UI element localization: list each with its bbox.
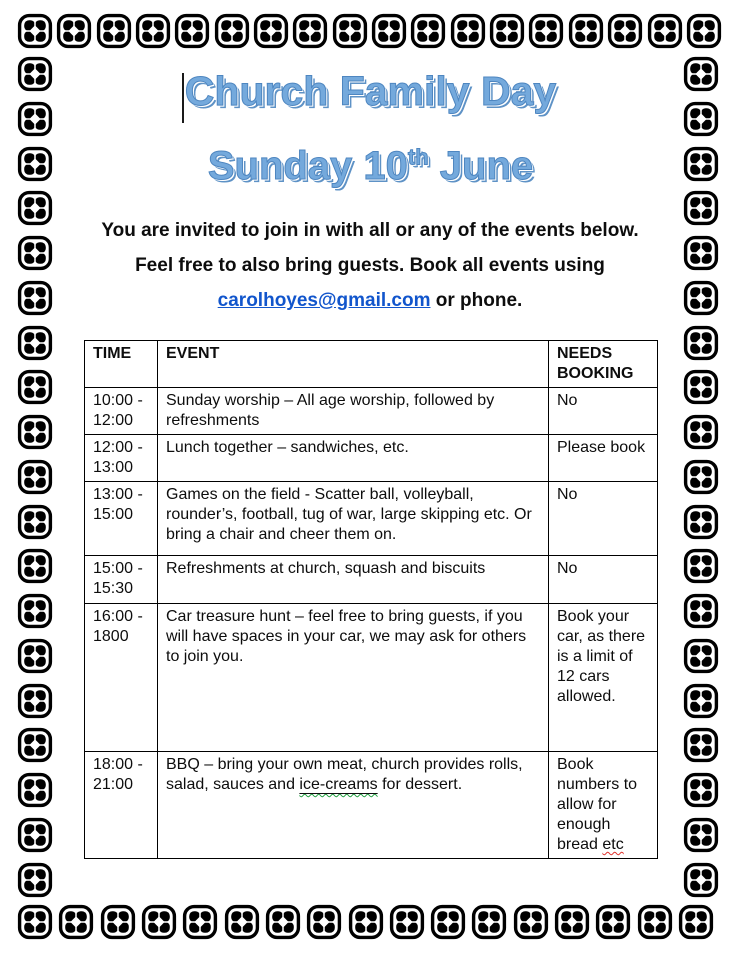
flower-tile-icon [292, 13, 328, 49]
event-cell: Car treasure hunt – feel free to bring guests, if you will have spaces in your car, we may ask for others to join you. [158, 604, 549, 752]
flower-tile-icon [683, 862, 719, 898]
booking-cell: No [549, 556, 658, 604]
flower-tile-icon [58, 904, 94, 940]
grammar-flagged-text: ice-creams [299, 776, 378, 793]
flower-tile-icon [471, 904, 507, 940]
flower-tile-icon [513, 904, 549, 940]
flower-tile-icon [17, 369, 53, 405]
event-cell: Games on the field - Scatter ball, volleyball, rounder’s, football, tug of war, large skipping etc. Or bring a chair and cheer them on. [158, 482, 549, 556]
event-cell: Refreshments at church, squash and biscuits [158, 556, 549, 604]
subtitle-ordinal: th [407, 144, 429, 170]
event-row [85, 556, 658, 604]
column-header-booking: NEEDS BOOKING [549, 341, 658, 388]
flower-tile-icon [17, 727, 53, 763]
decorative-border-left [17, 56, 53, 898]
flower-tile-icon [683, 638, 719, 674]
intro-paragraph [60, 213, 680, 318]
flower-tile-icon [678, 904, 714, 940]
flower-tile-icon [595, 904, 631, 940]
flower-tile-icon [17, 548, 53, 584]
flower-tile-icon [17, 862, 53, 898]
flower-tile-icon [224, 904, 260, 940]
booking-cell: Please book [549, 435, 658, 482]
flower-tile-icon [17, 504, 53, 540]
flower-tile-icon [214, 13, 250, 49]
flower-tile-icon [17, 414, 53, 450]
flower-tile-icon [17, 190, 53, 226]
event-row [85, 604, 658, 752]
flower-tile-icon [607, 13, 643, 49]
time-cell: 10:00 - 12:00 [85, 388, 158, 435]
time-cell: 18:00 - 21:00 [85, 752, 158, 859]
flower-tile-icon [683, 235, 719, 271]
time-cell: 15:00 - 15:30 [85, 556, 158, 604]
flower-tile-icon [17, 683, 53, 719]
subtitle-prefix: Sunday 10 [207, 144, 408, 188]
flower-tile-icon [96, 13, 132, 49]
flower-tile-icon [683, 593, 719, 629]
flower-tile-icon [410, 13, 446, 49]
flower-tile-icon [683, 459, 719, 495]
column-header-event: EVENT [158, 341, 549, 388]
flower-tile-icon [637, 904, 673, 940]
flower-tile-icon [17, 56, 53, 92]
flower-tile-icon [17, 904, 53, 940]
flower-tile-icon [17, 772, 53, 808]
flower-tile-icon [389, 904, 425, 940]
flower-tile-icon [332, 13, 368, 49]
column-header-time: TIME [85, 341, 158, 388]
event-cell: Lunch together – sandwiches, etc. [158, 435, 549, 482]
event-row [85, 482, 658, 556]
flower-tile-icon [17, 146, 53, 182]
flower-tile-icon [430, 904, 466, 940]
flower-tile-icon [182, 904, 218, 940]
page-title: Church Family Day [184, 68, 557, 114]
decorative-border-bottom [17, 904, 714, 940]
decorative-border-right [683, 56, 719, 898]
flower-tile-icon [17, 101, 53, 137]
intro-line-3-suffix: or phone. [430, 290, 523, 311]
time-cell: 13:00 - 15:00 [85, 482, 158, 556]
booking-cell: No [549, 482, 658, 556]
flower-tile-icon [683, 772, 719, 808]
flower-tile-icon [17, 817, 53, 853]
flower-tile-icon [683, 190, 719, 226]
flower-tile-icon [174, 13, 210, 49]
flower-tile-icon [568, 13, 604, 49]
flower-tile-icon [686, 13, 722, 49]
flower-tile-icon [683, 548, 719, 584]
events-table [84, 340, 658, 859]
flower-tile-icon [135, 13, 171, 49]
page-subtitle [84, 144, 657, 189]
flower-tile-icon [17, 459, 53, 495]
intro-line-3 [60, 283, 680, 318]
flower-tile-icon [100, 904, 136, 940]
flower-tile-icon [348, 904, 384, 940]
flower-tile-icon [647, 13, 683, 49]
booking-cell: Book your car, as there is a limit of 12 cars allowed. [549, 604, 658, 752]
flower-tile-icon [683, 817, 719, 853]
flower-tile-icon [17, 325, 53, 361]
decorative-border-top [17, 13, 722, 49]
flower-tile-icon [683, 727, 719, 763]
flower-tile-icon [253, 13, 289, 49]
flower-tile-icon [683, 369, 719, 405]
intro-line-2: Feel free to also bring guests. Book all events using [135, 255, 605, 276]
flower-tile-icon [489, 13, 525, 49]
flower-tile-icon [56, 13, 92, 49]
email-link[interactable]: carolhoyes@gmail.com [217, 290, 431, 311]
subtitle-suffix: June [428, 144, 534, 188]
flower-tile-icon [306, 904, 342, 940]
flower-tile-icon [683, 101, 719, 137]
flower-tile-icon [17, 280, 53, 316]
flower-tile-icon [683, 504, 719, 540]
flower-tile-icon [17, 638, 53, 674]
flower-tile-icon [683, 414, 719, 450]
flower-tile-icon [17, 235, 53, 271]
event-cell: BBQ – bring your own meat, church provides rolls, salad, sauces and ice-creams for dessert. [158, 752, 549, 859]
flower-tile-icon [265, 904, 301, 940]
event-row [85, 435, 658, 482]
flower-tile-icon [17, 593, 53, 629]
flower-tile-icon [17, 13, 53, 49]
flower-tile-icon [683, 56, 719, 92]
time-cell: 16:00 - 1800 [85, 604, 158, 752]
flower-tile-icon [141, 904, 177, 940]
spelling-flagged-text: etc [602, 836, 624, 853]
intro-line-1: You are invited to join in with all or any of the events below. [101, 220, 639, 241]
flower-tile-icon [450, 13, 486, 49]
flower-tile-icon [683, 683, 719, 719]
table-header-row [85, 341, 658, 388]
event-row [85, 388, 658, 435]
event-cell: Sunday worship – All age worship, followed by refreshments [158, 388, 549, 435]
flower-tile-icon [683, 146, 719, 182]
flower-tile-icon [528, 13, 564, 49]
flower-tile-icon [554, 904, 590, 940]
flower-tile-icon [371, 13, 407, 49]
booking-cell: No [549, 388, 658, 435]
booking-cell: Book numbers to allow for enough bread etc [549, 752, 658, 859]
time-cell: 12:00 - 13:00 [85, 435, 158, 482]
flower-tile-icon [683, 280, 719, 316]
event-row [85, 752, 658, 859]
flower-tile-icon [683, 325, 719, 361]
